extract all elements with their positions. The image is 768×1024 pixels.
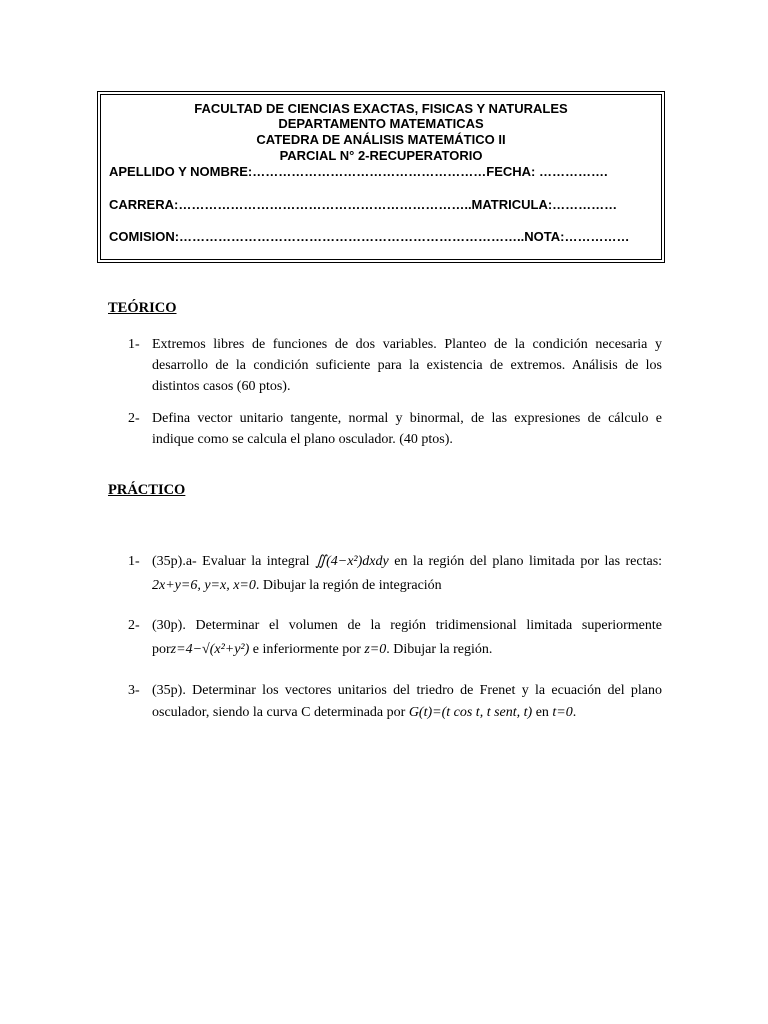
header-content [101,95,661,259]
item-text: Defina vector unitario tangente, normal y binormal, de las expresiones de cálculo e indique como se calcula el plano osculador. (40 ptos). [152,411,662,447]
point-expression: t=0 [552,705,573,720]
item-number: 1- [128,337,140,352]
career-id-field: CARRERA:…………………………………………………………..MATRICULA:…………… [109,197,618,212]
item-number: 2- [128,618,140,633]
practice-section-title: PRÁCTICO [108,482,186,498]
item-text [152,680,662,724]
name-date-field: APELLIDO Y NOMBRE:………………………………………………FECHA: ……………. [109,164,608,179]
chair-title: CATEDRA DE ANÁLISIS MATEMÁTICO II [256,132,506,147]
header-box [97,91,665,263]
department-title: DEPARTAMENTO MATEMATICAS [278,116,484,131]
plane-expression: z=0 [364,642,387,657]
theory-item [128,408,662,450]
item-number: 1- [128,554,140,569]
practice-item [128,614,662,662]
item-number: 3- [128,683,140,698]
item-text-pre: (30p). Determinar el volumen de la región tridimensional limitada superiormente por [152,618,662,657]
item-text-mid: en la región del plano limitada por las rectas: [394,554,663,569]
faculty-title: FACULTAD DE CIENCIAS EXACTAS, FISICAS Y NATURALES [194,101,568,116]
item-text [152,550,662,598]
item-text-mid: en [535,705,549,720]
item-text-pre: (35p).a- Evaluar la integral [152,554,310,569]
item-text-mid: e inferiormente por [252,642,361,657]
practice-item [128,680,662,724]
item-text [152,614,662,662]
lines-expression: 2x+y=6, y=x, x=0 [152,578,256,593]
theory-section-title: TEÓRICO [108,300,177,316]
item-text-post: . Dibujar la región. [386,642,493,657]
item-text-post: . [572,705,577,720]
theory-item [128,334,662,397]
item-number: 2- [128,411,140,426]
item-text-pre: (35p). Determinar los vectores unitarios del triedro de Frenet y la ecuación del plano osculador, siendo la curva C determinada por [152,683,662,720]
integral-expression: ∬(4−x²)dxdy [315,554,389,569]
commission-grade-field: COMISION:……………………………………………………………………..NOTA:…………… [109,229,630,244]
curve-expression: G(t)=(t cos t, t sent, t) [408,705,533,720]
surface-expression: z=4−√(x²+y²) [170,642,250,657]
exam-title: PARCIAL N° 2-RECUPERATORIO [279,148,483,163]
item-text: Extremos libres de funciones de dos variables. Planteo de la condición necesaria y desarrollo de la condición suficiente para la existencia de extremos. Análisis de los distintos casos (60 ptos). [152,337,662,394]
practice-item [128,550,662,598]
item-text-post: . Dibujar la región de integración [255,578,442,593]
